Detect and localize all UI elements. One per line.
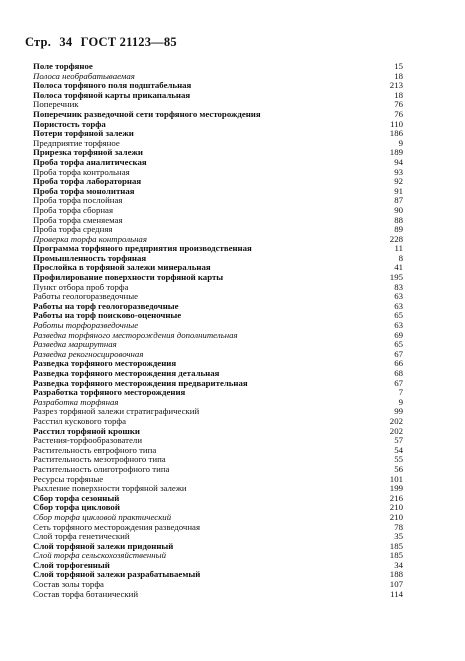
index-term: Расстил кускового торфа (33, 416, 127, 426)
index-entry (33, 379, 403, 389)
index-term: Потери торфяной залежи (33, 129, 134, 139)
index-term: Сеть торфяного месторождения разведочная (33, 522, 200, 532)
index-page-number: 216 (389, 492, 403, 503)
index-entry (33, 369, 403, 379)
index-page-number: 114 (390, 588, 403, 599)
index-entry (33, 139, 403, 149)
index-page-number: 185 (389, 540, 403, 551)
index-term: Поперечник (33, 100, 79, 110)
index-entry (33, 561, 403, 571)
index-term: Растительность олиготрофного типа (33, 464, 170, 474)
index-page-number: 186 (389, 128, 403, 139)
index-page-number: 35 (394, 531, 403, 542)
index-entry (33, 100, 403, 110)
index-term: Разведка торфяного месторождения детальная (33, 369, 220, 378)
index-term: Сбор торфа сезонный (33, 493, 120, 503)
index-page-number: 78 (394, 521, 403, 532)
index-entry (33, 523, 403, 533)
standard-number: ГОСТ 21123—85 (80, 35, 177, 49)
index-term: Поле торфяное (33, 62, 93, 71)
index-entry (33, 407, 403, 417)
index-entry (33, 446, 403, 456)
index-page-number: 9 (398, 137, 403, 148)
index-page-number: 88 (394, 214, 403, 225)
index-term: Работы на торф поисково-оценочные (33, 311, 182, 321)
index-page-number: 76 (394, 99, 403, 110)
index-page-number: 189 (389, 147, 403, 158)
index-page-number: 34 (394, 559, 403, 570)
index-entry (33, 216, 403, 226)
index-entry (33, 475, 403, 485)
index-term: Состав торфа ботанический (33, 589, 139, 599)
index-page-number: 56 (394, 463, 403, 474)
index-page-number: 7 (398, 387, 403, 398)
index-term: Полоса торфяного поля подштабельная (33, 81, 192, 91)
index-term: Слой торфяной залежи придонный (33, 541, 174, 551)
page-header (25, 35, 182, 50)
index-entry (33, 110, 403, 120)
index-entry (33, 148, 403, 158)
index-page-number: 210 (389, 502, 403, 513)
index-entry (33, 196, 403, 206)
page-number: 34 (59, 35, 73, 49)
index-entry (33, 187, 403, 197)
index-term: Полоса необрабатываемая (33, 71, 135, 81)
index-term: Работы геологоразведочные (33, 292, 139, 302)
index-term: Слой торфогенный (33, 560, 110, 570)
index-entry (33, 72, 403, 82)
index-term: Прослойка в торфяной залежи минеральная (33, 263, 211, 273)
index-term: Проба торфа послойная (33, 196, 123, 206)
index-term: Пористость торфа (33, 119, 106, 129)
index-entry (33, 417, 403, 427)
index-page-number: 67 (394, 377, 403, 388)
index-page-number: 69 (394, 329, 403, 340)
index-term: Проба торфа контрольная (33, 167, 130, 177)
index-term: Проба торфа лабораторная (33, 177, 142, 187)
index-page-number: 228 (389, 233, 403, 244)
index-page-number: 213 (389, 80, 403, 91)
index-page-number: 92 (394, 176, 403, 187)
index-page-number: 55 (394, 454, 403, 465)
index-term: Разведка торфяного месторождения дополнительная (33, 330, 238, 340)
index-entry (33, 254, 403, 264)
index-page-number: 210 (389, 511, 403, 522)
term-index-list (33, 62, 403, 599)
index-entry (33, 311, 403, 321)
index-page-number: 101 (389, 473, 403, 484)
index-page-number: 66 (394, 358, 403, 369)
index-term: Сбор торфа цикловой практический (33, 512, 172, 522)
index-entry (33, 484, 403, 494)
index-entry (33, 302, 403, 312)
index-term: Полоса торфяной карты прикапальная (33, 90, 191, 100)
index-entry (33, 359, 403, 369)
index-page-number: 65 (394, 339, 403, 350)
index-term: Профилирование поверхности торфяной карты (33, 273, 224, 283)
index-page-number: 94 (394, 156, 403, 167)
index-entry (33, 292, 403, 302)
index-term: Слой торфа сельскохозяйственный (33, 551, 166, 561)
index-page-number: 107 (389, 579, 403, 590)
index-entry (33, 503, 403, 513)
index-page-number: 202 (389, 415, 403, 426)
index-page-number: 15 (394, 61, 403, 71)
index-term: Разрез торфяной залежи стратиграфический (33, 407, 200, 417)
index-entry (33, 513, 403, 523)
index-term: Проба торфа средняя (33, 225, 113, 235)
index-page-number: 9 (398, 396, 403, 407)
index-term: Разработка торфяного месторождения (33, 388, 186, 398)
index-term: Слой торфа генетический (33, 532, 130, 542)
index-page-number: 188 (389, 569, 403, 580)
index-term: Рыхление поверхности торфяной залежи (33, 484, 187, 494)
index-entry (33, 263, 403, 273)
index-entry (33, 235, 403, 245)
index-term: Слой торфяной залежи разрабатываемый (33, 570, 201, 580)
index-term: Растительность евтрофного типа (33, 445, 157, 455)
index-entry (33, 81, 403, 91)
index-entry (33, 62, 403, 72)
index-entry (33, 532, 403, 542)
index-page-number: 67 (394, 348, 403, 359)
index-term: Расстил торфяной крошки (33, 426, 140, 436)
index-term: Состав золы торфа (33, 580, 104, 590)
index-page-number: 8 (398, 252, 403, 263)
index-term: Работы торфоразведочные (33, 321, 139, 331)
index-term: Растения-торфообразователи (33, 436, 143, 446)
index-term: Поперечник разведочной сети торфяного месторождения (33, 109, 261, 119)
index-entry (33, 244, 403, 254)
index-term: Работы на торф геологоразведочные (33, 301, 179, 311)
index-term: Разведка маршрутная (33, 340, 117, 350)
index-page-number: 54 (394, 444, 403, 455)
index-page-number: 110 (390, 118, 403, 129)
index-entry (33, 340, 403, 350)
index-entry (33, 590, 403, 600)
index-entry (33, 350, 403, 360)
index-page-number: 18 (394, 70, 403, 81)
index-term: Предприятие торфяное (33, 138, 120, 148)
index-page-number: 63 (394, 320, 403, 331)
index-page-number: 202 (389, 425, 403, 436)
index-page-number: 83 (394, 281, 403, 292)
index-entry (33, 455, 403, 465)
index-entry (33, 129, 403, 139)
index-term: Проба торфа сменяемая (33, 215, 123, 225)
index-page-number: 63 (394, 300, 403, 311)
index-entry (33, 120, 403, 130)
index-entry (33, 542, 403, 552)
index-page-number: 57 (394, 435, 403, 446)
index-page-number: 91 (394, 185, 403, 196)
index-page-number: 11 (394, 243, 403, 254)
index-entry (33, 427, 403, 437)
index-term: Разведка торфяного месторождения (33, 359, 177, 369)
index-entry (33, 168, 403, 178)
index-term: Пункт отбора проб торфа (33, 282, 129, 292)
index-entry (33, 580, 403, 590)
index-entry (33, 158, 403, 168)
index-term: Проверка торфа контрольная (33, 234, 147, 244)
index-entry (33, 206, 403, 216)
index-term: Растительность мезотрофного типа (33, 455, 166, 465)
index-entry (33, 321, 403, 331)
index-term: Разведка торфяного месторождения предварительная (33, 378, 248, 388)
index-page-number: 87 (394, 195, 403, 206)
index-entry (33, 398, 403, 408)
index-entry (33, 331, 403, 341)
index-page-number: 68 (394, 368, 403, 378)
index-page-number: 76 (394, 108, 403, 119)
index-term: Разведка рекогносцировочная (33, 349, 144, 359)
index-entry (33, 225, 403, 235)
index-page-number: 90 (394, 204, 403, 215)
index-page-number: 65 (394, 310, 403, 321)
index-page-number: 93 (394, 166, 403, 177)
index-entry (33, 91, 403, 101)
index-page-number: 18 (394, 89, 403, 100)
index-term: Проба торфа сборная (33, 205, 114, 215)
index-page-number: 199 (389, 483, 403, 494)
index-entry (33, 388, 403, 398)
index-entry (33, 465, 403, 475)
index-term: Проба торфа аналитическая (33, 157, 147, 167)
index-entry (33, 273, 403, 283)
index-entry (33, 177, 403, 187)
index-term: Программа торфяного предприятия производственная (33, 244, 252, 254)
index-term: Ресурсы торфяные (33, 474, 104, 484)
index-entry (33, 283, 403, 293)
index-page-number: 185 (389, 550, 403, 561)
index-entry (33, 570, 403, 580)
index-entry (33, 436, 403, 446)
index-term: Промышленность торфяная (33, 253, 147, 263)
index-term: Сбор торфа цикловой (33, 503, 120, 513)
index-page-number: 99 (394, 406, 403, 417)
index-entry (33, 494, 403, 504)
index-term: Разработка торфяная (33, 397, 119, 407)
index-page-number: 195 (389, 272, 403, 283)
index-page-number: 63 (394, 291, 403, 302)
index-entry (33, 551, 403, 561)
index-page-number: 89 (394, 224, 403, 235)
index-term: Проба торфа монолитная (33, 186, 135, 196)
index-term: Прирезка торфяной залежи (33, 148, 143, 158)
page-label: Стр. (25, 35, 52, 49)
index-page-number: 41 (394, 262, 403, 273)
